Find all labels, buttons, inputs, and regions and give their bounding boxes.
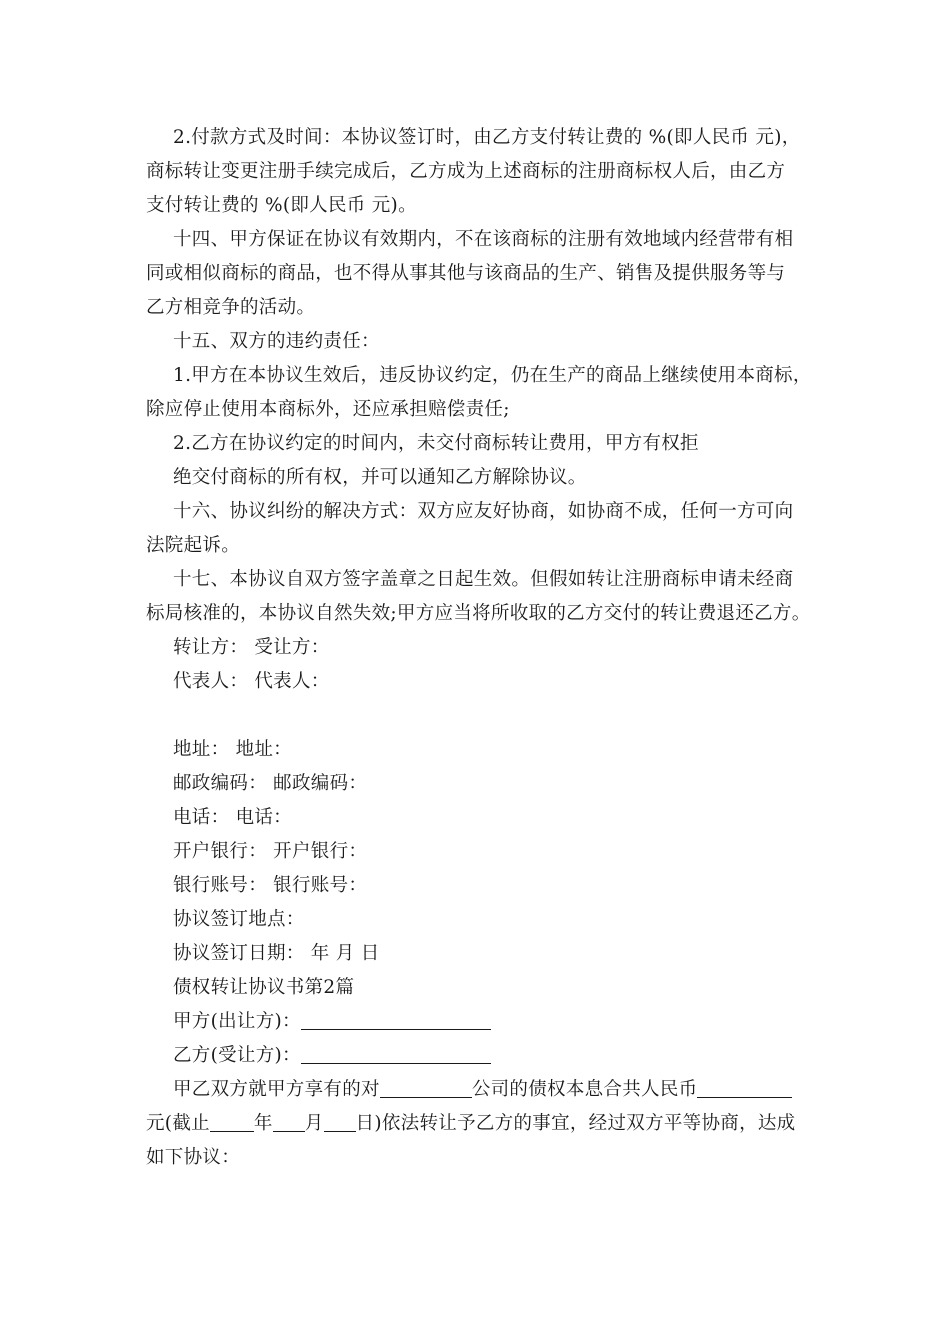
text-line: 法院起诉。 [146, 535, 241, 556]
text-line: 商标转让变更注册手续完成后，乙方成为上述商标的注册商标权人后，由乙方 [146, 161, 786, 182]
debt-paragraph-line-1 [173, 1078, 792, 1102]
year-blank [210, 1113, 254, 1132]
party-b-blank [301, 1045, 491, 1064]
text-line: 2.付款方式及时间：本协议签订时，由乙方支付转让费的 %(即人民币 元)， [173, 127, 801, 148]
debt-text: 甲乙双方就甲方享有的对 [173, 1079, 380, 1100]
text-line: 支付转让费的 %(即人民币 元)。 [146, 195, 417, 216]
party-a-line [173, 1010, 491, 1034]
text-line: 2.乙方在协议约定的时间内，未交付商标转让费用，甲方有权拒 [173, 433, 699, 454]
phone-line: 电话： 电话： [173, 807, 292, 828]
debt-text: 年 [253, 1113, 273, 1134]
month-blank [273, 1113, 305, 1132]
text-line: 标局核准的，本协议自然失效;甲方应当将所收取的乙方交付的转让费退还乙方。 [146, 603, 811, 624]
section-title: 债权转让协议书第2篇 [173, 977, 355, 998]
debt-text: 元(截止 [146, 1113, 210, 1134]
postal-code-line: 邮政编码： 邮政编码： [173, 773, 368, 794]
party-b-label: 乙方(受让方)： [173, 1045, 301, 1066]
signature-line-representative: 代表人： 代表人： [173, 671, 330, 692]
bank-account-line: 银行账号： 银行账号： [173, 875, 368, 896]
debt-paragraph-line-3: 如下协议： [146, 1147, 241, 1168]
party-b-line [173, 1044, 491, 1068]
signing-place-line: 协议签订地点： [173, 909, 305, 930]
text-line: 除应停止使用本商标外，还应承担赔偿责任; [146, 399, 510, 420]
text-line: 绝交付商标的所有权，并可以通知乙方解除协议。 [173, 467, 587, 488]
company-blank [380, 1079, 472, 1098]
signature-line-transferor: 转让方： 受让方： [173, 637, 330, 658]
party-a-label: 甲方(出让方)： [173, 1011, 301, 1032]
text-line: 十四、甲方保证在协议有效期内，不在该商标的注册有效地域内经营带有相 [173, 229, 794, 250]
debt-paragraph-line-2 [146, 1112, 795, 1136]
signing-date-line: 协议签订日期： 年 月 日 [173, 943, 380, 964]
text-line: 1.甲方在本协议生效后，违反协议约定，仍在生产的商品上继续使用本商标， [173, 365, 812, 386]
text-line: 乙方相竞争的活动。 [146, 297, 316, 318]
text-line: 十六、协议纠纷的解决方式：双方应友好协商，如协商不成，任何一方可向 [173, 501, 794, 522]
text-line: 同或相似商标的商品，也不得从事其他与该商品的生产、销售及提供服务等与 [146, 263, 786, 284]
amount-blank [697, 1079, 792, 1098]
debt-text: 月 [304, 1113, 324, 1134]
debt-text: 日)依法转让予乙方的事宜，经过双方平等协商，达成 [355, 1113, 796, 1134]
text-line: 十七、本协议自双方签字盖章之日起生效。但假如转让注册商标申请未经商 [173, 569, 794, 590]
bank-line: 开户银行： 开户银行： [173, 841, 368, 862]
address-line: 地址： 地址： [173, 739, 292, 760]
text-line: 十五、双方的违约责任： [173, 331, 380, 352]
debt-text: 公司的债权本息合共人民币 [471, 1079, 698, 1100]
day-blank [324, 1113, 356, 1132]
party-a-blank [301, 1011, 491, 1030]
